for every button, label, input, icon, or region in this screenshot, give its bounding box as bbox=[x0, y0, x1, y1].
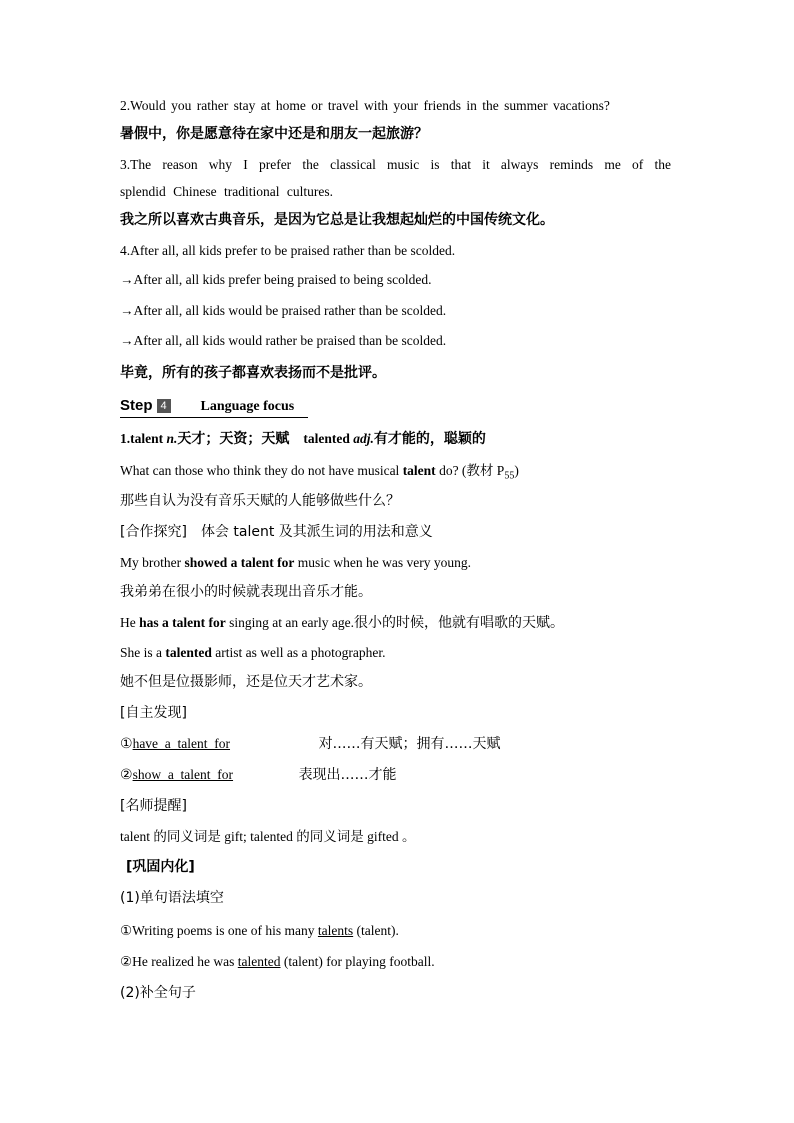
cooperative-inquiry-text: 体会 talent 及其派生词的用法和意义 bbox=[200, 524, 433, 540]
step-number-badge: 4 bbox=[157, 399, 171, 413]
vocab-word-talented: talented bbox=[303, 431, 354, 446]
step-heading bbox=[120, 396, 294, 417]
example-2: He has a talent for singing at an early age.很小的时候，他就有唱歌的天赋。 bbox=[120, 615, 564, 631]
consolidation-label: [巩固内化] bbox=[126, 859, 195, 875]
sentence-2-chinese: 暑假中，你是愿意待在家中还是和朋友一起旅游？ bbox=[120, 126, 428, 142]
sentence-3-chinese: 我之所以喜欢古典音乐，是因为它总是让我想起灿烂的中国传统文化。 bbox=[120, 212, 554, 228]
teacher-tip-label: [名师提醒] bbox=[120, 798, 187, 814]
sentence-2-english: 2.Would you rather stay at home or travel with your friends in the summer vacations? bbox=[120, 98, 610, 113]
phrase-1-answer: have a talent for bbox=[132, 736, 231, 751]
question-2-answer: talented bbox=[237, 954, 281, 969]
cooperative-inquiry-label: [合作探究] bbox=[120, 524, 187, 540]
phrase-2-meaning: 表现出……才能 bbox=[298, 767, 397, 783]
sentence-4-alternative-1: →After all, all kids prefer being praised to being scolded. bbox=[120, 272, 432, 287]
vocab-word-talent: 1.talent bbox=[120, 431, 167, 446]
sentence-4-english: 4.After all, all kids prefer to be praised rather than be scolded. bbox=[120, 243, 456, 258]
example-3-chinese: 她不但是位摄影师，还是位天才艺术家。 bbox=[120, 674, 372, 690]
example-2-chinese: 很小的时候，他就有唱歌的天赋。 bbox=[353, 615, 564, 631]
example-1: My brother showed a talent for music when he was very young. bbox=[120, 555, 471, 570]
sentence-4-chinese: 毕竟，所有的孩子都喜欢表扬而不是批评。 bbox=[120, 365, 386, 381]
vocab-pos-noun: n. bbox=[166, 431, 178, 446]
question-1: ①Writing poems is one of his many talents (talent). bbox=[120, 921, 399, 941]
example-1-chinese: 我弟弟在很小的时候就表现出音乐才能。 bbox=[120, 584, 372, 600]
textbook-example-chinese: 那些自认为没有音乐天赋的人能够做些什么？ bbox=[120, 493, 400, 509]
vocab-meaning-noun: 天才；天资；天赋 bbox=[177, 431, 290, 447]
question-2: ②He realized he was talented (talent) for playing football. bbox=[120, 952, 435, 972]
phrase-2: ②show a talent for 表现出……才能 bbox=[120, 767, 397, 783]
sentence-3-english-line2: splendid Chinese traditional cultures. bbox=[120, 184, 333, 199]
sentence-4-alternative-3: →After all, all kids would rather be praised than be scolded. bbox=[120, 333, 447, 348]
self-discovery-label: [自主发现] bbox=[120, 705, 187, 721]
phrase-2-answer: show a talent for bbox=[132, 767, 234, 782]
step-title: Language focus bbox=[200, 399, 295, 414]
vocab-meaning-adj: 有才能的，聪颖的 bbox=[373, 431, 486, 447]
teacher-tip-text: talent 的同义词是 gift; talented 的同义词是 gifted 。 bbox=[120, 829, 416, 844]
phrase-1: ①have a talent for 对……有天赋；拥有……天赋 bbox=[120, 736, 501, 752]
cooperative-inquiry bbox=[120, 522, 433, 542]
example-3: She is a talented artist as well as a photographer. bbox=[120, 645, 386, 660]
phrase-1-meaning: 对……有天赋；拥有……天赋 bbox=[318, 736, 501, 752]
step-label: Step bbox=[120, 397, 153, 414]
sentence-4-alternative-2: →After all, all kids would be praised rather than be scolded. bbox=[120, 303, 447, 318]
vocab-heading bbox=[120, 429, 486, 449]
step-underline bbox=[120, 417, 308, 418]
textbook-example: What can those who think they do not have musical talent do? (教材 $P_{55}$) bbox=[120, 463, 519, 482]
question-1-answer: talents bbox=[317, 923, 354, 938]
exercise-2-label: (2)补全句子 bbox=[120, 985, 196, 1001]
vocab-pos-adj: adj. bbox=[353, 431, 374, 446]
exercise-1-label: (1)单句语法填空 bbox=[120, 890, 224, 906]
sentence-3-english-line1: 3.The reason why I prefer the classical music is that it always reminds me of the bbox=[120, 157, 671, 172]
